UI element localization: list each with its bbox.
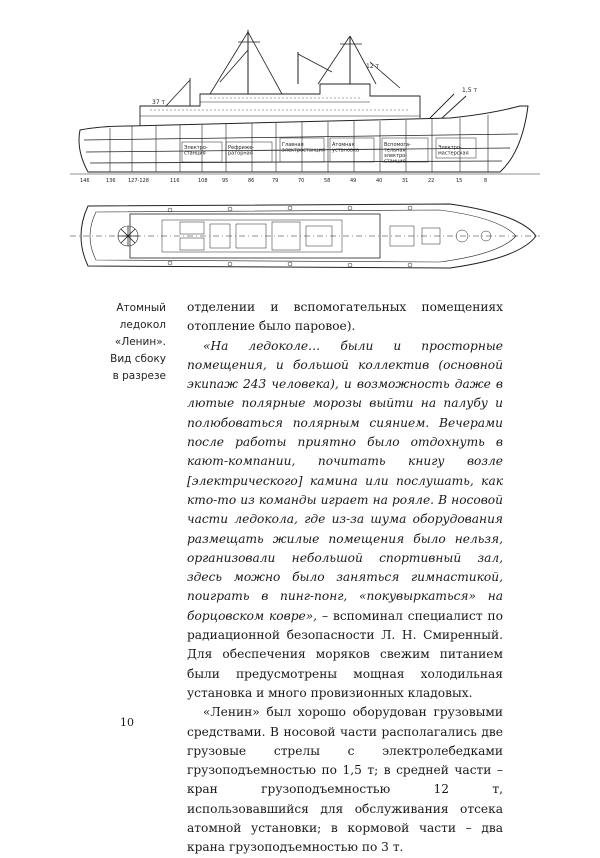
frame-number: 79 <box>272 178 279 184</box>
frame-number: 49 <box>350 178 357 184</box>
body-text <box>187 298 503 858</box>
crane-capacity-label: 1,5 т <box>462 87 477 94</box>
frame-number: 40 <box>376 178 383 184</box>
caption-line: «Ленин». <box>114 336 166 348</box>
compartment-label: Электро-станция <box>184 145 208 157</box>
paragraph: отделении и вспомогательных помещениях отопление было паровое). <box>187 300 503 334</box>
frame-number: 136 <box>106 178 116 184</box>
frame-number-row <box>80 178 487 184</box>
ship-drawing <box>70 22 540 284</box>
frame-number: 108 <box>198 178 208 184</box>
compartment-label: Вспомога-тельная электро-станция <box>384 142 411 165</box>
frame-number: 31 <box>402 178 409 184</box>
paragraph-quote <box>187 337 503 704</box>
frame-number: 8 <box>484 178 488 184</box>
frame-number: 95 <box>222 178 229 184</box>
compartment-label: Атомная установка <box>332 142 360 154</box>
paragraph: «Ленин» был хорошо оборудован грузовыми средствами. В носовой части располагались две грузовые стрелы с электролебедками грузоподъемностью по 1,5 т; в средней части – кран грузоподъемностью 12 т, использовавшийся для обслуживания отсека атомной установки; в кормовой части – два крана грузоподъемностью по 3 т. <box>187 705 503 855</box>
deck-plan <box>70 204 540 268</box>
caption-line: Вид сбоку <box>110 353 166 365</box>
figure-caption <box>96 300 166 385</box>
frame-number: 86 <box>248 178 255 184</box>
frame-number: 58 <box>324 178 331 184</box>
caption-line: Атомный <box>116 302 166 314</box>
frame-number: 116 <box>170 178 180 184</box>
crane-capacity-label: 12 т <box>366 63 380 70</box>
frame-number: 15 <box>456 178 463 184</box>
compartment-label: Рефриже-раторная <box>228 145 255 157</box>
frame-number: 127-128 <box>128 178 149 184</box>
caption-line: в разрезе <box>112 370 166 382</box>
quote-attribution: – вспоминал специалист по радиационной безопасности Л. Н. Смиренный. Для обеспечения моряков свежим питанием были предусмотрены мощная холодильная установка и много провизионных кладовых. <box>187 608 503 700</box>
frame-number: 146 <box>80 178 90 184</box>
frame-number: 70 <box>298 178 305 184</box>
quote-text: «На ледоколе… были и просторные помещения, и большой коллектив (основной экипаж 243 человека), и возможность даже в лютые полярные морозы выйти на палубу и полюбоваться полярным сиянием. Вечерами после работы приятно было отдохнуть в кают-компании, почитать книгу возле [электрического] камина или послушать, как кто-то из команды играет на рояле. В носовой части ледокола, где из-за шума оборудования размещать жилые помещения было нельзя, организовали небольшой спортивный зал, здесь можно было заняться гимнастикой, поиграть в пинг-понг, «покувыркаться» на борцовском ковре», <box>187 338 503 623</box>
caption-line: ледокол <box>119 319 166 331</box>
crane-capacity-label: 37 т <box>152 99 166 106</box>
compartment-label: Электро-мастерская <box>438 145 469 157</box>
frame-number: 22 <box>428 178 435 184</box>
page-number: 10 <box>120 716 134 729</box>
compartment-label: Главная электростанция <box>282 142 325 154</box>
